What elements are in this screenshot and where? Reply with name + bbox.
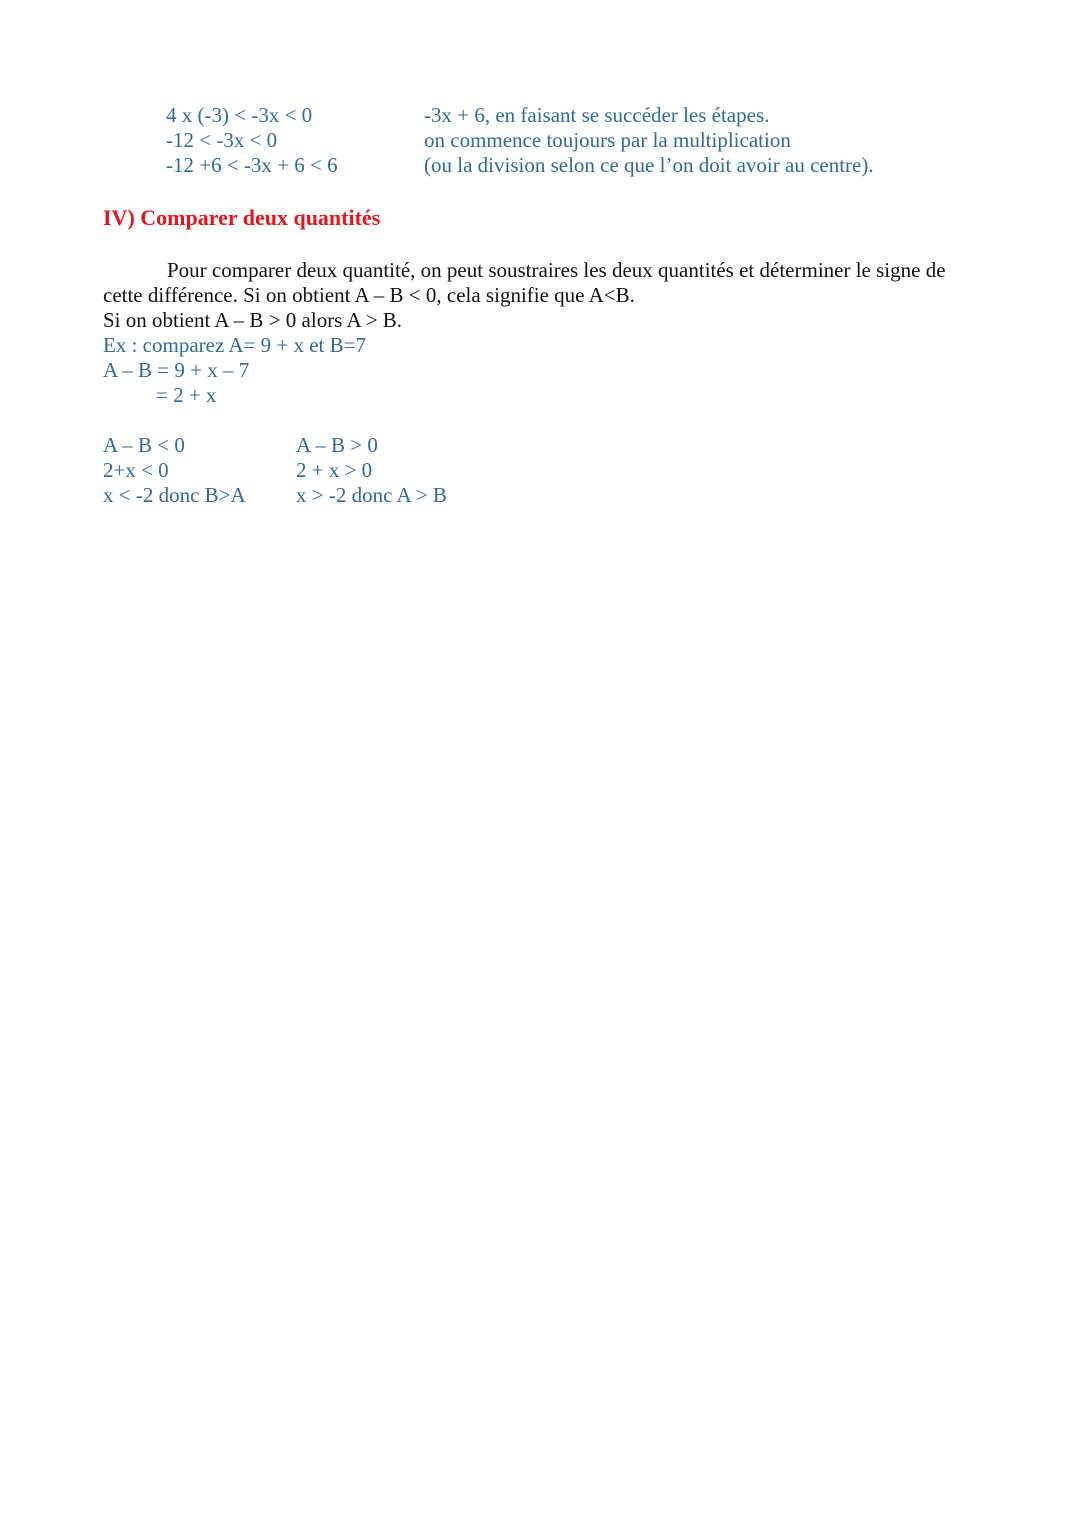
example-calc-2: = 2 + x	[156, 383, 217, 407]
step-note-2: on commence toujours par la multiplication	[424, 128, 791, 152]
paragraph-line-2: cette différence. Si on obtient A – B < 0, cela signifie que A<B.	[103, 283, 635, 307]
step-note-1: -3x + 6, en faisant se succéder les étapes.	[424, 103, 770, 127]
case-left-1: A – B < 0	[103, 433, 185, 457]
paragraph-line-3: Si on obtient A – B > 0 alors A > B.	[103, 308, 403, 332]
case-right-2: 2 + x > 0	[296, 458, 373, 482]
step-line-2: -12 < -3x < 0	[166, 128, 278, 152]
section-heading: IV) Comparer deux quantités	[103, 205, 381, 230]
step-line-1: 4 x (-3) < -3x < 0	[166, 103, 313, 127]
case-right-1: A – B > 0	[296, 433, 378, 457]
case-left-2: 2+x < 0	[103, 458, 169, 482]
paragraph-line-1: Pour comparer deux quantité, on peut soustraires les deux quantités et déterminer le signe de	[167, 258, 946, 282]
case-left-3: x < -2 donc B>A	[103, 483, 246, 507]
step-note-3: (ou la division selon ce que l’on doit avoir au centre).	[424, 153, 874, 177]
step-line-3: -12 +6 < -3x + 6 < 6	[166, 153, 338, 177]
example-calc-1: A – B = 9 + x – 7	[103, 358, 250, 382]
case-right-3: x > -2 donc A > B	[296, 483, 447, 507]
example-intro: Ex : comparez A= 9 + x et B=7	[103, 333, 366, 357]
